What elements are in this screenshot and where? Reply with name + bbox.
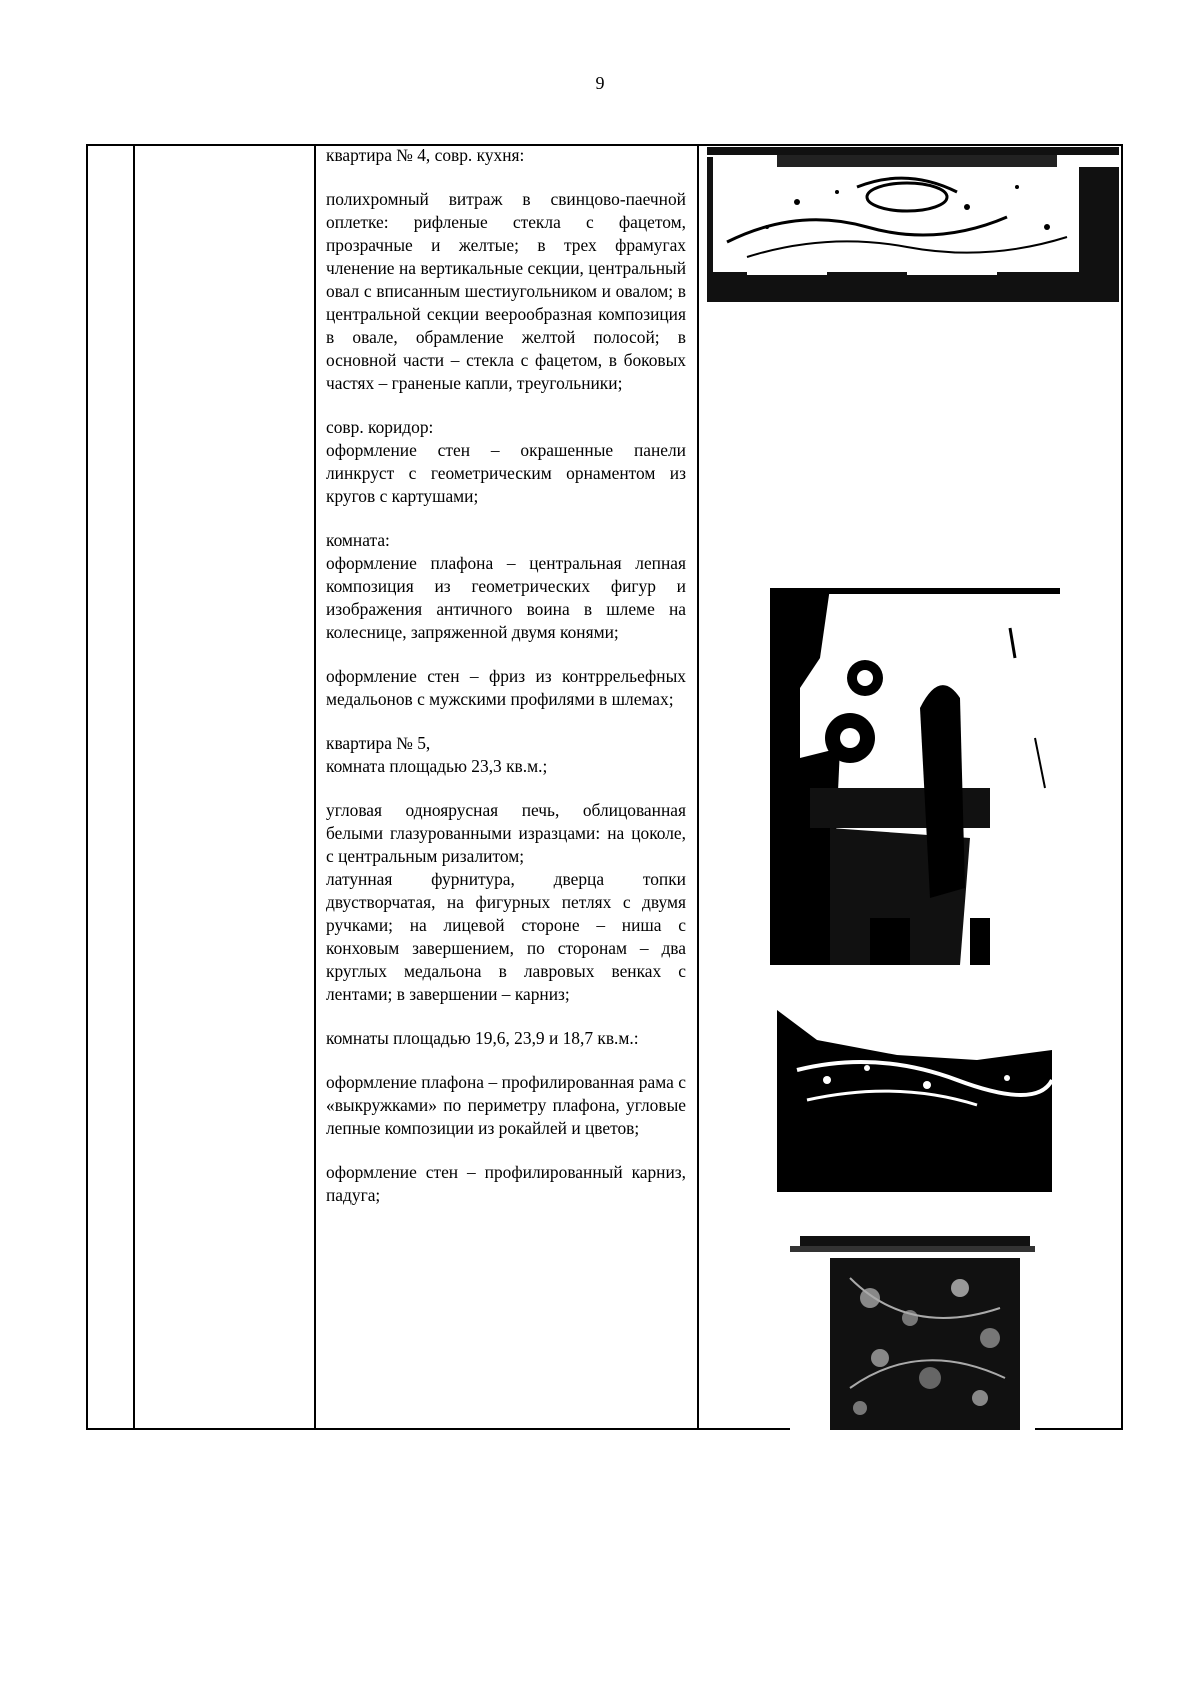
- room-ceiling-text: оформление плафона – центральная лепная композиция из геометрических фигур и изображения античного воина в шлеме на колеснице, запряженной двумя конями;: [326, 553, 686, 642]
- column-divider-2: [314, 144, 316, 1430]
- stove-cornice-photo: [777, 1010, 1052, 1192]
- page-number: 9: [595, 73, 605, 93]
- apartment-5-room: комната площадью 23,3 кв.м.;: [326, 756, 548, 776]
- stained-glass-text: полихромный витраж в свинцово-паечной оплетке: рифленые стекла с фацетом, прозрачные и желтые; в трех фрамугах членение на вертикальные секции, центральный овал с вписанным шестиугольником и овалом; в центральной секции веерообразная композиция в овале, обрамление желтой полосой; в основной части – стекла с фацетом, в боковых частях – граненые капли, треугольники;: [326, 189, 686, 393]
- rooms-ceiling-text: оформление плафона – профилированная рама с «выкружками» по периметру плафона, угловые лепные композиции из рокайлей и цветов;: [326, 1072, 686, 1138]
- stained-glass-photo: [707, 147, 1119, 302]
- ceiling-relief-photo: [770, 588, 1060, 965]
- kitchen-heading: квартира № 4, совр. кухня:: [326, 145, 525, 165]
- rooms-walls-text: оформление стен – профилированный карниз, падуга;: [326, 1162, 686, 1205]
- rooms-heading: комнаты площадью 19,6, 23,9 и 18,7 кв.м.:: [326, 1028, 639, 1048]
- corridor-walls-text: оформление стен – окрашенные панели линкруст с геометрическим орнаментом из кругов с картушами;: [326, 440, 686, 506]
- corridor-heading: совр. коридор:: [326, 417, 434, 437]
- ornate-panel-photo: [790, 1218, 1035, 1430]
- stove-text-2: латунная фурнитура, дверца топки двустворчатая, на фигурных петлях с двумя ручками; на лицевой стороне – ниша с конховым завершением, по сторонам – два круглых медальона в лавровых венках с лентами; в завершении – карниз;: [326, 869, 686, 1004]
- column-divider-3: [697, 144, 699, 1430]
- description-column: [326, 144, 686, 1228]
- stove-text-1: угловая одноярусная печь, облицованная белыми глазурованными изразцами: на цоколе, с центральным ризалитом;: [326, 800, 686, 866]
- apartment-5-heading: квартира № 5,: [326, 733, 431, 753]
- room-walls-text: оформление стен – фриз из контррельефных медальонов с мужскими профилями в шлемах;: [326, 666, 686, 709]
- room-heading: комната:: [326, 530, 390, 550]
- column-divider-1: [133, 144, 135, 1430]
